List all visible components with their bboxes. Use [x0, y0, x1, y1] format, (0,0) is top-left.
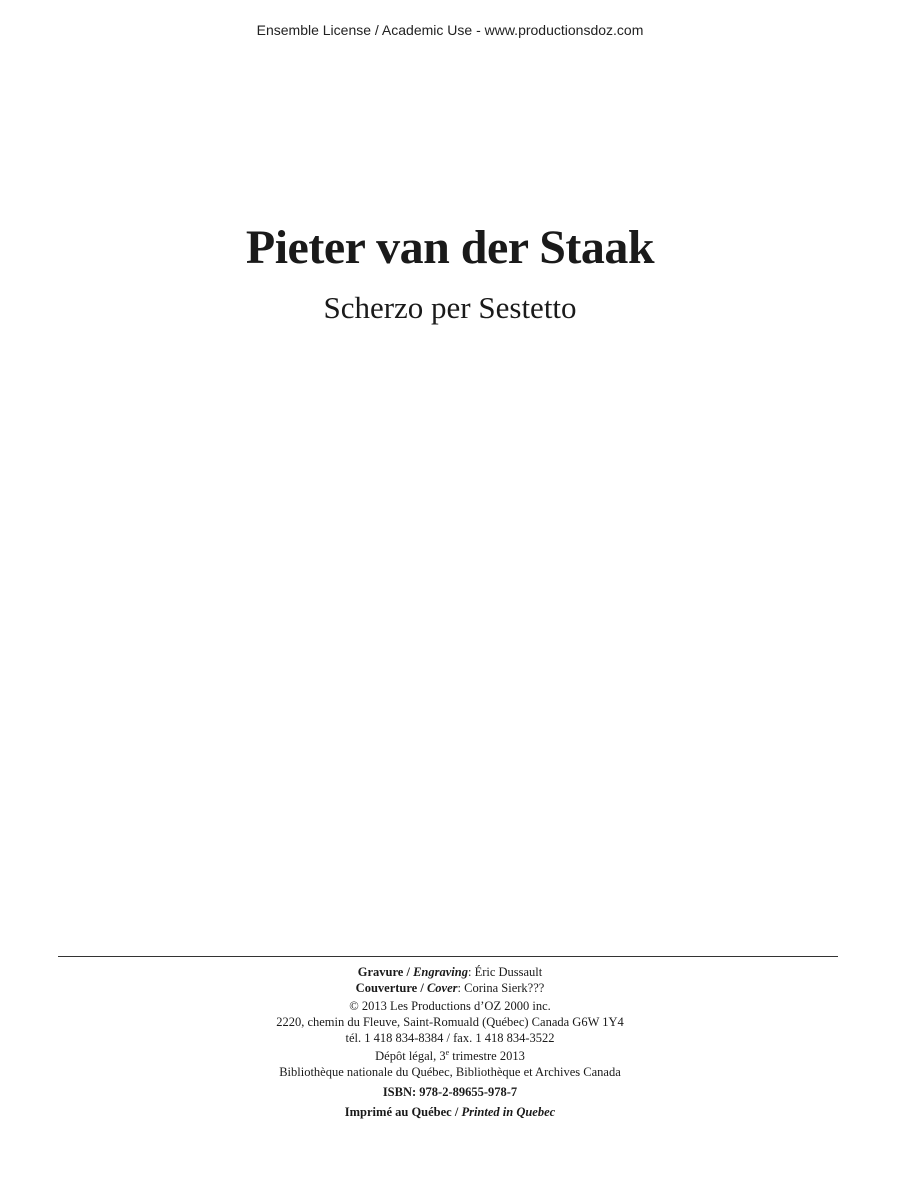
- divider-rule: [58, 956, 838, 957]
- copyright-line: © 2013 Les Productions d’OZ 2000 inc.: [349, 999, 551, 1013]
- cover-name: Corina Sierk???: [464, 981, 545, 995]
- address-line: 2220, chemin du Fleuve, Saint-Romuald (Québec) Canada G6W 1Y4: [276, 1015, 624, 1029]
- legal-deposit-line: Dépôt légal, 3e trimestre 2013: [375, 1047, 525, 1063]
- colophon: [0, 964, 900, 1120]
- engraving-name: Éric Dussault: [474, 965, 543, 979]
- engraving-label-en: Engraving: [413, 965, 468, 979]
- printed-line: Imprimé au Québec / Printed in Quebec: [344, 1105, 556, 1119]
- phone-line: tél. 1 418 834-8384 / fax. 1 418 834-3522: [345, 1031, 555, 1045]
- cover-label-en: Cover: [426, 981, 458, 995]
- printed-fr: Imprimé au Québec: [344, 1105, 452, 1119]
- engraving-label-fr: Gravure: [357, 965, 404, 979]
- printed-en: Printed in Quebec: [461, 1105, 556, 1119]
- cover-label-fr: Couverture: [355, 981, 418, 995]
- engraving-credit: Gravure / Engraving: Éric Dussault: [357, 965, 543, 979]
- license-header: Ensemble License / Academic Use - www.productionsdoz.com: [256, 22, 644, 38]
- libraries-line: Bibliothèque nationale du Québec, Bibliothèque et Archives Canada: [279, 1065, 621, 1079]
- cover-credit: Couverture / Cover: Corina Sierk???: [355, 981, 545, 995]
- composer-name: Pieter van der Staak: [245, 221, 655, 274]
- isbn-line: ISBN: 978-2-89655-978-7: [382, 1085, 518, 1099]
- piece-title: Scherzo per Sestetto: [323, 290, 577, 325]
